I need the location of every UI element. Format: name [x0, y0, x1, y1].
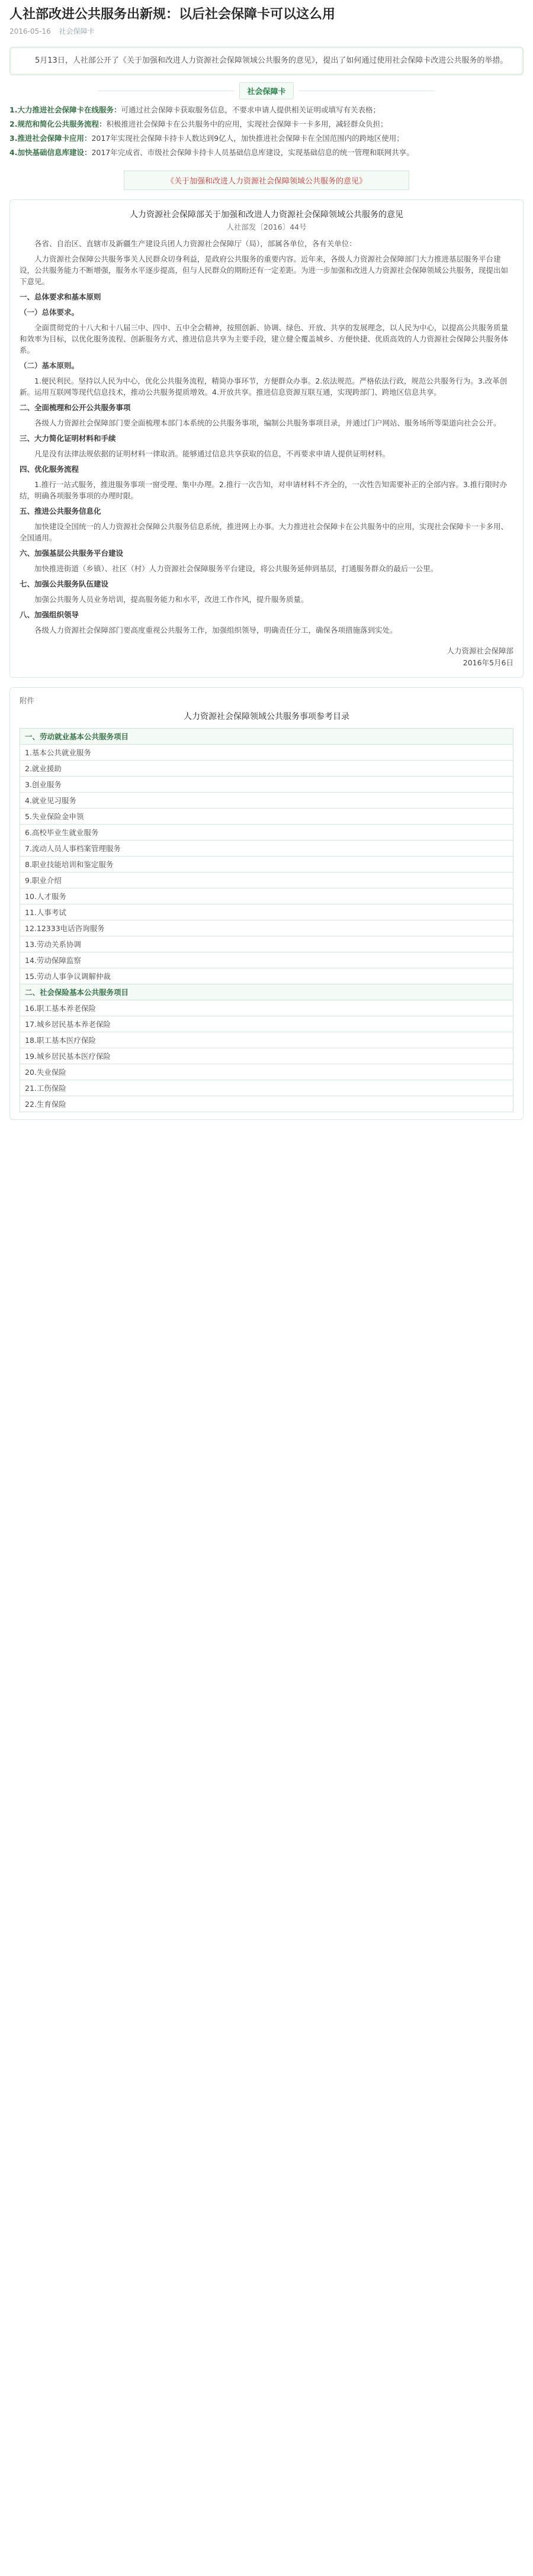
- attachment-item-cell: 16.职工基本养老保险: [20, 1000, 513, 1016]
- attachment-item-cell: 12.12333电话咨询服务: [20, 920, 513, 936]
- attachment-title: 人力资源社会保障领域公共服务事项参考目录: [184, 712, 349, 722]
- attachment-item-cell: 5.失业保险金申领: [20, 809, 513, 825]
- intro-text: 5月13日，人社部公开了《关于加强和改进人力资源社会保障领域公共服务的意见》，提出了如何通过使用社会保障卡改进公共服务的举措。: [35, 56, 508, 65]
- document-paragraph: 各省、自治区、直辖市及新疆生产建设兵团人力资源社会保障厅（局），部属各单位，各有关单位：: [34, 239, 357, 248]
- attachment-item-row: [20, 1000, 513, 1016]
- attachment-item-cell: 11.人事考试: [20, 904, 513, 920]
- document-heading: 四、优化服务流程: [20, 465, 79, 474]
- attachment-item-cell: 18.职工基本医疗保险: [20, 1032, 513, 1048]
- attachment-item-row: [20, 952, 513, 968]
- attachment-item-row: [20, 856, 513, 872]
- section-ribbon: [0, 82, 533, 99]
- document-paragraph: 1.推行一站式服务，推进服务事项一窗受理、集中办理。2.推行一次告知，对申请材料不齐全的，一次性告知需要补正的全部内容。3.推行限时办结，明确各项服务事项的办理时限。: [20, 480, 508, 500]
- source-link[interactable]: 社会保障卡: [59, 27, 95, 36]
- attachment-item-row: [20, 1016, 513, 1032]
- highlights-list: [9, 104, 524, 159]
- document-heading: 六、加强基层公共服务平台建设: [20, 549, 124, 558]
- attachment-item-row: [20, 936, 513, 952]
- attachment-item-cell: 4.就业见习服务: [20, 793, 513, 809]
- attachment-item-row: [20, 761, 513, 777]
- document-card: [9, 199, 524, 678]
- attachment-item-row: [20, 904, 513, 920]
- document-paragraph: 加快推进街道（乡镇）、社区（村）人力资源社会保障服务平台建设，将公共服务延伸到基层，打通服务群众的最后一公里。: [34, 564, 438, 573]
- attachment-item-cell: 19.城乡居民基本医疗保险: [20, 1048, 513, 1064]
- document-paragraph: 1.便民利民。坚持以人民为中心，优化公共服务流程，精简办事环节，方便群众办事。2.依法规范。严格依法行政，规范公共服务行为。3.改革创新。运用互联网等现代信息技术，推动公共服务提质增效。4.开放共享。推进信息资源互联互通，实现跨部门、跨地区信息共享。: [20, 376, 508, 397]
- attachment-item-cell: 2.就业援助: [20, 761, 513, 777]
- document-signature: [20, 645, 513, 669]
- attachment-item-cell: 6.高校毕业生就业服务: [20, 825, 513, 841]
- attachment-item-cell: 3.创业服务: [20, 777, 513, 793]
- document-paragraph: 加快建设全国统一的人力资源社会保障公共服务信息系统，推进网上办事。大力推进社会保障卡在公共服务中的应用，实现社会保障卡一卡多用、全国通用。: [20, 522, 509, 542]
- attachment-group-cell: 一、劳动就业基本公共服务项目: [20, 729, 513, 745]
- attachment-item-row: [20, 1096, 513, 1112]
- highlight-lead: 2.规范和简化公共服务流程：: [9, 120, 107, 128]
- attachment-item-row: [20, 777, 513, 793]
- highlight-item: [9, 133, 524, 144]
- attachment-item-cell: 15.劳动人事争议调解仲裁: [20, 968, 513, 984]
- ribbon-pill: 社会保障卡: [239, 82, 293, 99]
- highlight-text: 积极推进社会保障卡在公共服务中的应用，实现社会保障卡一卡多用，减轻群众负担；: [106, 120, 388, 128]
- attachment-card: [9, 687, 524, 1120]
- document-paragraph: 全面贯彻党的十八大和十八届三中、四中、五中全会精神，按照创新、协调、绿色、开放、共享的发展理念，以人民为中心，以提高公共服务质量和效率为目标，以优化服务流程、创新服务方式、推进信息共享为主要手段，建立健全覆盖城乡、方便快捷、优质高效的人力资源社会保障公共服务体系。: [20, 323, 509, 355]
- attachment-item-row: [20, 968, 513, 984]
- attachment-item-row: [20, 872, 513, 888]
- attachment-item-cell: 22.生育保险: [20, 1096, 513, 1112]
- highlight-text: 2017年完成省、市级社会保障卡持卡人员基础信息库建设，实现基础信息的统一管理和联网共享。: [91, 148, 414, 157]
- attachment-item-cell: 8.职业技能培训和鉴定服务: [20, 856, 513, 872]
- attachment-item-cell: 7.流动人员人事档案管理服务: [20, 841, 513, 856]
- document-heading: （二）基本原则。: [20, 361, 79, 370]
- attachment-item-cell: 17.城乡居民基本养老保险: [20, 1016, 513, 1032]
- document-heading: 七、加强公共服务队伍建设: [20, 579, 109, 588]
- attachment-group-cell: 二、社会保险基本公共服务项目: [20, 984, 513, 1000]
- attachment-group-row: [20, 729, 513, 745]
- attachment-item-row: [20, 1080, 513, 1096]
- document-header: 人力资源社会保障部关于加强和改进人力资源社会保障领域公共服务的意见: [130, 210, 403, 220]
- document-heading: 二、全面梳理和公开公共服务事项: [20, 403, 131, 412]
- attachment-item-row: [20, 745, 513, 761]
- document-title-ribbon: 《关于加强和改进人力资源社会保障领域公共服务的意见》: [124, 170, 409, 190]
- document-paragraph: 人力资源社会保障公共服务事关人民群众切身利益，是政府公共服务的重要内容。近年来，各级人力资源社会保障部门大力推进基层服务平台建设，公共服务能力不断增强，服务水平逐步提高，但与人民群众的期盼还有一定差距。为进一步加强和改进人力资源社会保障领域公共服务，现提出如下意见。: [20, 255, 509, 286]
- attachment-group-row: [20, 984, 513, 1000]
- page: [0, 0, 533, 1120]
- attachment-item-cell: 21.工伤保险: [20, 1080, 513, 1096]
- document-paragraph: 各级人力资源社会保障部门要全面梳理本部门本系统的公共服务事项，编制公共服务事项目录，并通过门户网站、服务场所等渠道向社会公开。: [34, 418, 501, 427]
- attachment-item-row: [20, 888, 513, 904]
- document-paragraph: 凡是没有法律法规依据的证明材料一律取消。能够通过信息共享获取的信息，不再要求申请人提供证明材料。: [34, 449, 390, 458]
- intro-card: [9, 47, 524, 75]
- highlight-lead: 3.推进社会保障卡应用：: [9, 134, 92, 143]
- attachment-item-row: [20, 1048, 513, 1064]
- attachment-item-row: [20, 1032, 513, 1048]
- highlight-item: [9, 147, 524, 159]
- document-heading: 三、大力简化证明材料和手续: [20, 434, 116, 443]
- attachment-item-row: [20, 920, 513, 936]
- signature-date: 2016年5月6日: [463, 658, 513, 667]
- document-heading: 一、总体要求和基本原则: [20, 292, 101, 301]
- highlight-lead: 1.大力推进社会保障卡在线服务：: [9, 105, 121, 114]
- attachment-item-cell: 9.职业介绍: [20, 872, 513, 888]
- publish-date: 2016-05-16: [9, 27, 51, 36]
- highlight-item: [9, 104, 524, 116]
- article-meta: [9, 26, 524, 36]
- attachment-item-row: [20, 1064, 513, 1080]
- attachment-item-row: [20, 825, 513, 841]
- document-paragraph: 各级人力资源社会保障部门要高度重视公共服务工作，加强组织领导，明确责任分工，确保各项措施落到实处。: [34, 626, 397, 635]
- page-title: 人社部改进公共服务出新规：以后社会保障卡可以这么用: [9, 7, 336, 22]
- document-heading: （一）总体要求。: [20, 308, 79, 317]
- attachment-item-cell: 10.人才服务: [20, 888, 513, 904]
- attachment-item-row: [20, 809, 513, 825]
- highlight-lead: 4.加快基础信息库建设：: [9, 148, 92, 157]
- attachment-item-row: [20, 841, 513, 856]
- attachment-item-cell: 14.劳动保障监察: [20, 952, 513, 968]
- attachment-item-cell: 20.失业保险: [20, 1064, 513, 1080]
- highlight-text: 可通过社会保障卡获取服务信息，不要求申请人提供相关证明或填写有关表格；: [121, 105, 380, 114]
- article-header: [0, 0, 533, 40]
- document-paragraph: 加强公共服务人员业务培训，提高服务能力和水平，改进工作作风，提升服务质量。: [34, 595, 309, 604]
- document-body: [20, 238, 513, 636]
- attachment-item-cell: 13.劳动关系协调: [20, 936, 513, 952]
- attachment-item-cell: 1.基本公共就业服务: [20, 745, 513, 761]
- signature-org: 人力资源社会保障部: [447, 646, 513, 655]
- highlight-item: [9, 118, 524, 130]
- attachment-table: [20, 728, 513, 1112]
- document-heading: 五、推进公共服务信息化: [20, 507, 101, 516]
- attachment-item-row: [20, 793, 513, 809]
- document-number: 人社部发〔2016〕44号: [226, 223, 307, 231]
- highlight-text: 2017年实现社会保障卡持卡人数达到9亿人，加快推进社会保障卡在全国范围内的跨地区使用；: [91, 134, 404, 143]
- attachment-label: 附件: [20, 696, 35, 705]
- document-heading: 八、加强组织领导: [20, 610, 79, 619]
